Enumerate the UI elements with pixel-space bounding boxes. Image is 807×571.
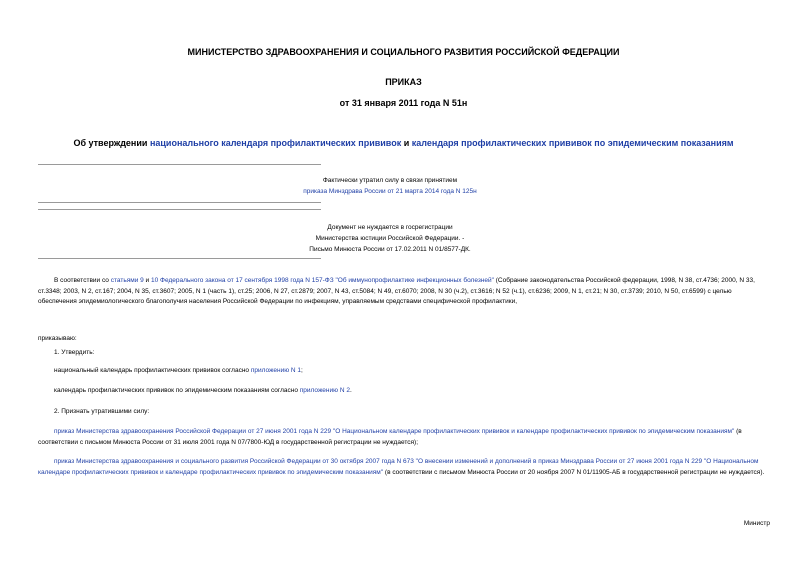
federal-law-link[interactable]: Федерального закона от 17 сентября 1998 года N 157-ФЗ "Об иммунопрофилактике инфекционных болезней" bbox=[160, 277, 494, 284]
document-subject bbox=[0, 138, 807, 148]
divider bbox=[38, 164, 321, 165]
registration-note-line2: Министерства юстиции Российской Федерации. - bbox=[315, 235, 465, 242]
article-9-link[interactable]: статьями 9 bbox=[110, 277, 144, 284]
revoked-order-2 bbox=[38, 457, 770, 478]
preamble-text: (Собрание законодательства Российской федерации, 1998, N 38, ст.4736; 2000, N 33, ст.3348; 2003, N 2, ст.167; 2004, N 35, ст.3607; 2005, N 1 (часть 1), ст.25; 2006, N 27, ст.2879; 2007, N 43, ст.5084; N 49, ст.6070; 2008, N 30 (ч.2), ст.3616; N 52 (ч.1), ст.6236; 2009, N 1, ст.21; N 30, ст.3739; 2010, N 50, ст.6599) с целью обеспечения эпидемиологического благополучия населения Российской Федерации по инфекциям, управляемым средствами специфической профилактики, bbox=[38, 277, 755, 305]
superseding-order-link[interactable]: приказа Минздрава России от 21 марта 2014 года N 125н bbox=[303, 188, 477, 195]
decree-word: приказываю: bbox=[38, 335, 77, 342]
subject-prefix: Об утверждении bbox=[73, 138, 150, 148]
revoked-order-2-text: (в соответствии с письмом Минюста России от 20 ноября 2007 N 01/11905-АБ в государственной регистрации не нуждается). bbox=[383, 468, 765, 476]
registration-note-line1: Документ не нуждается в госрегистрации bbox=[327, 224, 453, 231]
preamble-text: В соответствии со bbox=[54, 277, 111, 284]
calendar-1-line bbox=[54, 366, 303, 377]
preamble-text: и bbox=[143, 277, 151, 284]
registration-note bbox=[160, 222, 620, 255]
punctuation: . bbox=[349, 387, 352, 394]
document-type: ПРИКАЗ bbox=[385, 77, 422, 87]
revoked-order-1-text: (в соответствии с письмом Минюста России от 31 июля 2001 года N 07/7800-ЮД в государственной регистрации не нуждается); bbox=[38, 428, 742, 446]
revoked-order-1 bbox=[38, 427, 770, 448]
calendar-1-text: национальный календарь профилактических прививок согласно bbox=[54, 367, 251, 374]
subject-mid: и bbox=[401, 138, 412, 148]
appendix-1-link[interactable]: приложению N 1 bbox=[250, 367, 301, 374]
appendix-2-link[interactable]: приложению N 2 bbox=[299, 387, 350, 394]
divider bbox=[38, 209, 321, 210]
revoked-order-2-link[interactable]: приказ Министерства здравоохранения и социального развития Российской Федерации от 30 октября 2007 года N 673 "О внесении изменений и дополнений в приказ Минздрава России от 27 июня 2001 года N 229 "О Национальном календаре профилактических прививок и календаре профилактических прививок по эпидемическим показаниям" bbox=[38, 458, 759, 476]
registration-note-line3: Письмо Минюста России от 17.02.2011 N 01/8577-ДК. bbox=[309, 246, 471, 253]
punctuation: ; bbox=[301, 367, 303, 374]
item-1: 1. Утвердить: bbox=[54, 349, 95, 356]
document-date-number: от 31 января 2011 года N 51н bbox=[339, 98, 468, 108]
divider bbox=[38, 258, 321, 259]
status-note bbox=[160, 175, 620, 197]
national-calendar-link[interactable]: национального календаря профилактических прививок bbox=[149, 138, 402, 148]
item-2: 2. Признать утратившими силу: bbox=[54, 408, 150, 415]
calendar-2-text: календарь профилактических прививок по эпидемическим показаниям согласно bbox=[54, 387, 300, 394]
preamble bbox=[38, 276, 770, 308]
divider bbox=[38, 202, 321, 203]
epidemic-calendar-link[interactable]: календаря профилактических прививок по эпидемическим показаниям bbox=[411, 138, 734, 148]
calendar-2-line bbox=[54, 386, 352, 397]
article-10-link[interactable]: 10 bbox=[151, 277, 159, 284]
revoked-order-1-link[interactable]: приказ Министерства здравоохранения Российской Федерации от 27 июня 2001 года N 229 "О Национальном календаре профилактических прививок и календаре профилактических прививок по эпидемическим показаниям" bbox=[54, 428, 735, 435]
signature-title: Министр bbox=[743, 520, 770, 527]
ministry-heading: МИНИСТЕРСТВО ЗДРАВООХРАНЕНИЯ И СОЦИАЛЬНОГО РАЗВИТИЯ РОССИЙСКОЙ ФЕДЕРАЦИИ bbox=[187, 47, 620, 57]
status-note-text: Фактически утратил силу в связи принятием bbox=[322, 177, 458, 184]
